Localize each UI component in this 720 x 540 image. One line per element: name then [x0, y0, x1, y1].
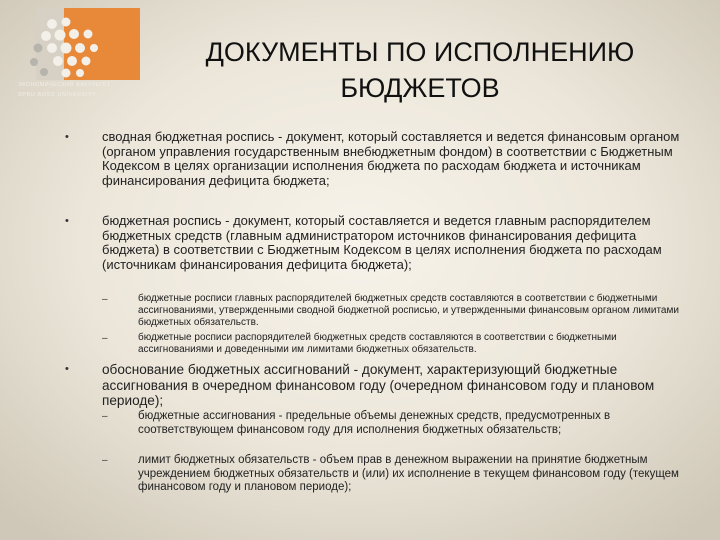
sub-item-2: бюджетные росписи распорядителей бюджетных средств составляются в соответствии с бюджетными ассигнованиями и доведенными им лимитами бюджетных обязательств.: [138, 332, 617, 355]
dash-marker: –: [102, 294, 108, 305]
dash-marker: –: [102, 333, 108, 344]
sub-item-3: бюджетные ассигнования - предельные объемы денежных средств, предусмотренных в соответствующем финансовом году для исполнения бюджетных обязательств;: [138, 410, 611, 436]
bullet-marker: •: [65, 131, 69, 143]
bullet-marker: •: [65, 215, 69, 227]
logo-text-line2: SPBU BOSS UNIVERSITY: [18, 92, 97, 98]
dash-marker: –: [102, 455, 108, 466]
list-item-2: бюджетная роспись - документ, который составляется и ведется главным распорядителем бюджетных средств (главным администратором источников финансирования дефицита бюджета) в соответствии с Бюджетным Кодексом в целях исполнения бюджета по расходам (источникам финансирования дефицита бюджета);: [102, 213, 662, 272]
title-line1: ДОКУМЕНТЫ ПО ИСПОЛНЕНИЮ: [205, 37, 635, 67]
sub-item-1: бюджетные росписи главных распорядителей бюджетных средств составляются в соответствии с бюджетными ассигнованиями, утвержденными сводной бюджетной росписью, и утвержденными финансовым органом лимитами бюджетных обязательств.: [138, 293, 679, 328]
bullet-marker: •: [65, 363, 69, 375]
title-line2: БЮДЖЕТОВ: [340, 73, 500, 103]
logo-text-line1: ЭКОНОМИЧЕСКИЙ ФАКУЛЬТЕТ: [18, 82, 111, 88]
sub-item-4: лимит бюджетных обязательств - объем прав в денежном выражении на принятие бюджетным учреждением бюджетных обязательств и (или) их исполнение в текущем финансовом году (текущем финансовом году и плановом периоде);: [138, 454, 679, 494]
list-item-1: сводная бюджетная роспись - документ, который составляется и ведется финансовым органом (органом управления государственным внебюджетным фондом) в соответствии с Бюджетным Кодексом в целях организации исполнения бюджета по расходам бюджета и источникам финансирования дефицита бюджета;: [102, 129, 680, 188]
dash-marker: –: [102, 411, 108, 422]
list-item-3: обоснование бюджетных ассигнований - документ, характеризующий бюджетные ассигнования в очередном финансовом году (очередном финансовом году и плановом периоде);: [102, 362, 655, 408]
